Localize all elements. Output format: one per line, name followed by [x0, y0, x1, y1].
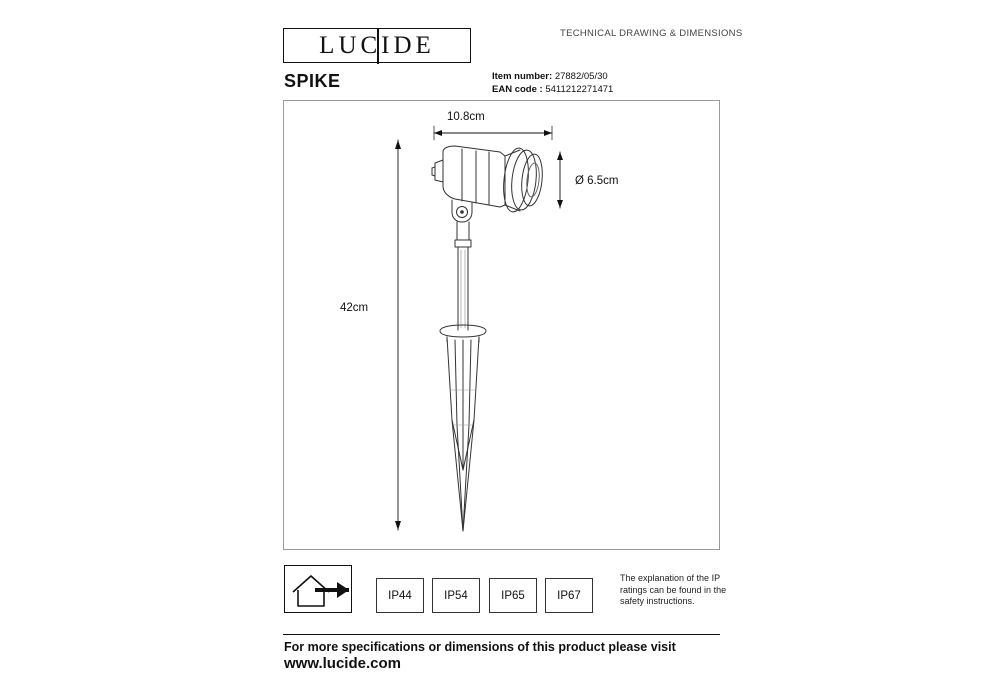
- height-dimension-label: 42cm: [340, 302, 369, 314]
- ean-code-row: [492, 83, 613, 96]
- diameter-dimension-label: Ø 6.5cm: [575, 175, 619, 187]
- ip-ratings-note: The explanation of the IP ratings can be found in the safety instructions.: [620, 573, 727, 606]
- page-title: SPIKE: [284, 71, 341, 91]
- ean-code-label: EAN code :: [492, 84, 543, 95]
- footer-divider: [283, 634, 720, 635]
- width-dimension-label: 10.8cm: [447, 111, 485, 123]
- technical-drawing-caption: TECHNICAL DRAWING & DIMENSIONS: [560, 28, 743, 39]
- item-number-row: [492, 70, 613, 83]
- footer-website-link[interactable]: www.lucide.com: [284, 655, 401, 672]
- ip-rating-badge: IP65: [489, 578, 537, 613]
- ean-code-value: 5411212271471: [545, 84, 614, 95]
- ip-rating-badge: IP44: [376, 578, 424, 613]
- item-number-label: Item number:: [492, 71, 553, 82]
- drawing-frame: [283, 100, 720, 550]
- brand-logo: [283, 28, 471, 63]
- footer-call-to-action: For more specifications or dimensions of this product please visit: [284, 640, 676, 654]
- item-number-value: 27882/05/30: [554, 71, 608, 82]
- house-icon-box: [284, 565, 352, 613]
- brand-logo-text: LUCIDE: [319, 31, 435, 59]
- item-metadata: [492, 70, 613, 96]
- house-with-arrow-icon: [285, 566, 351, 612]
- ip-rating-badge: IP54: [432, 578, 480, 613]
- ip-rating-badge: IP67: [545, 578, 593, 613]
